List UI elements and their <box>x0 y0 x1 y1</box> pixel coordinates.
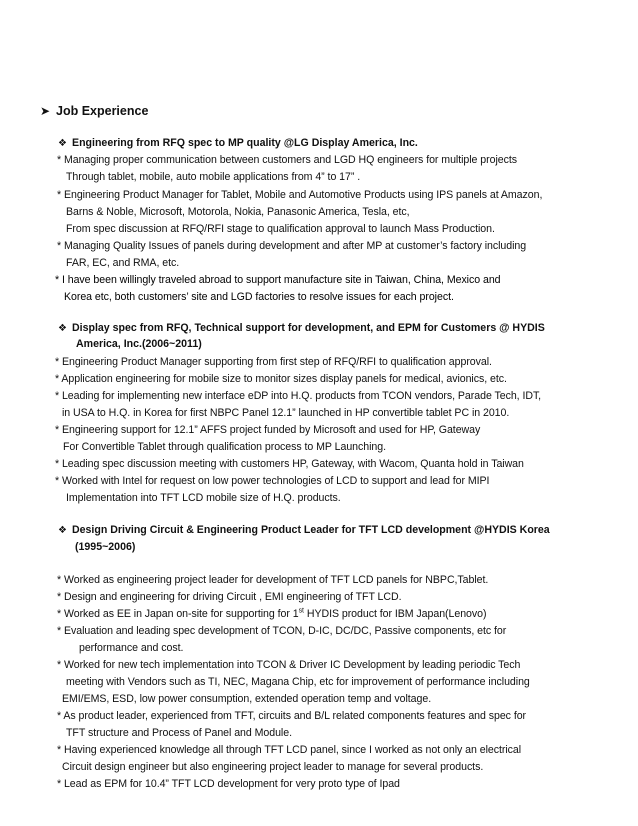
job-line: Barns & Noble, Microsoft, Motorola, Nokia, Panasonic America, Tesla, etc, <box>66 206 410 218</box>
diamond-bullet-icon: ❖ <box>58 525 67 536</box>
job-line: * Engineering support for 12.1” AFFS project funded by Microsoft and used for HP, Gateway <box>55 424 481 436</box>
job-line: performance and cost. <box>79 642 184 654</box>
job-heading: ❖ Design Driving Circuit & Engineering Product Leader for TFT LCD development @HYDIS Korea <box>58 524 550 536</box>
job-line: EMI/EMS, ESD, low power consumption, extended operation temp and voltage. <box>62 693 432 705</box>
job-line: For Convertible Tablet through qualification process to MP Launching. <box>63 441 386 453</box>
job-line: Circuit design engineer but also engineering project leader to manage for several products. <box>62 761 484 773</box>
job-line: * I have been willingly traveled abroad to support manufacture site in Taiwan, China, Mexico and <box>55 274 501 286</box>
job-line: * Engineering Product Manager for Tablet, Mobile and Automotive Products using IPS panels at Amazon, <box>57 189 543 201</box>
job-line: * Worked for new tech implementation into TCON & Driver IC Development by leading periodic Tech <box>57 659 521 671</box>
job-line: * Worked as engineering project leader for development of TFT LCD panels for NBPC,Tablet. <box>57 574 489 586</box>
job-line: * Managing Quality Issues of panels during development and after MP at customer’s factory including <box>57 240 527 252</box>
diamond-bullet-icon: ❖ <box>58 323 67 334</box>
section-heading <box>40 104 148 118</box>
job-line: in USA to H.Q. in Korea for first NBPC Panel 12.1” launched in HP convertible tablet PC in 2010. <box>62 407 510 419</box>
job-line: * Design and engineering for driving Circuit , EMI engineering of TFT LCD. <box>57 591 402 603</box>
job-heading-continued: America, Inc.(2006~2011) <box>76 338 202 350</box>
job-heading: ❖ Display spec from RFQ, Technical support for development, and EPM for Customers @ HYDIS <box>58 322 545 334</box>
job-heading: ❖ Engineering from RFQ spec to MP quality @LG Display America, Inc. <box>58 137 418 149</box>
job-line: * Lead as EPM for 10.4” TFT LCD development for very proto type of Ipad <box>57 778 400 790</box>
job-line: * Application engineering for mobile size to monitor sizes display panels for medical, avionics, etc. <box>55 373 507 385</box>
job-line: Implementation into TFT LCD mobile size of H.Q. products. <box>66 492 341 504</box>
job-line: * Managing proper communication between customers and LGD HQ engineers for multiple projects <box>57 154 517 166</box>
job-line: * Worked with Intel for request on low power technologies of LCD to support and lead for MIPI <box>55 475 490 487</box>
job-line: * Evaluation and leading spec development of TCON, D-IC, DC/DC, Passive components, etc for <box>57 625 507 637</box>
job-line: Through tablet, mobile, auto mobile applications from 4” to 17” . <box>66 171 361 183</box>
arrow-bullet-icon: ➤ <box>40 104 51 118</box>
job-line: * Leading spec discussion meeting with customers HP, Gateway, with Wacom, Quanta hold in Taiwan <box>55 458 524 470</box>
job-line: FAR, EC, and RMA, etc. <box>66 257 180 269</box>
job-line: TFT structure and Process of Panel and Module. <box>66 727 292 739</box>
diamond-bullet-icon: ❖ <box>58 138 67 149</box>
job-line: * Worked as EE in Japan on-site for supporting for 1st HYDIS product for IBM Japan(Lenovo) <box>57 607 487 620</box>
job-line: meeting with Vendors such as TI, NEC, Magana Chip, etc for improvement of performance including <box>66 676 530 688</box>
ordinal-superscript: st <box>298 607 304 615</box>
job-line: * Leading for implementing new interface eDP into H.Q. products from TCON vendors, Parade Tech, IDT, <box>55 390 542 402</box>
job-heading-continued: (1995~2006) <box>75 541 136 553</box>
section-title-text: Job Experience <box>56 104 149 118</box>
job-line: * Having experienced knowledge all through TFT LCD panel, since I worked as not only an electrical <box>57 744 522 756</box>
job-line: * As product leader, experienced from TFT, circuits and B/L related components features and spec for <box>57 710 527 722</box>
job-line: * Engineering Product Manager supporting from first step of RFQ/RFI to qualification approval. <box>55 356 492 368</box>
job-line: Korea etc, both customers’ site and LGD factories to resolve issues for each project. <box>64 291 454 303</box>
job-line: From spec discussion at RFQ/RFI stage to qualification approval to launch Mass Production. <box>66 223 495 235</box>
